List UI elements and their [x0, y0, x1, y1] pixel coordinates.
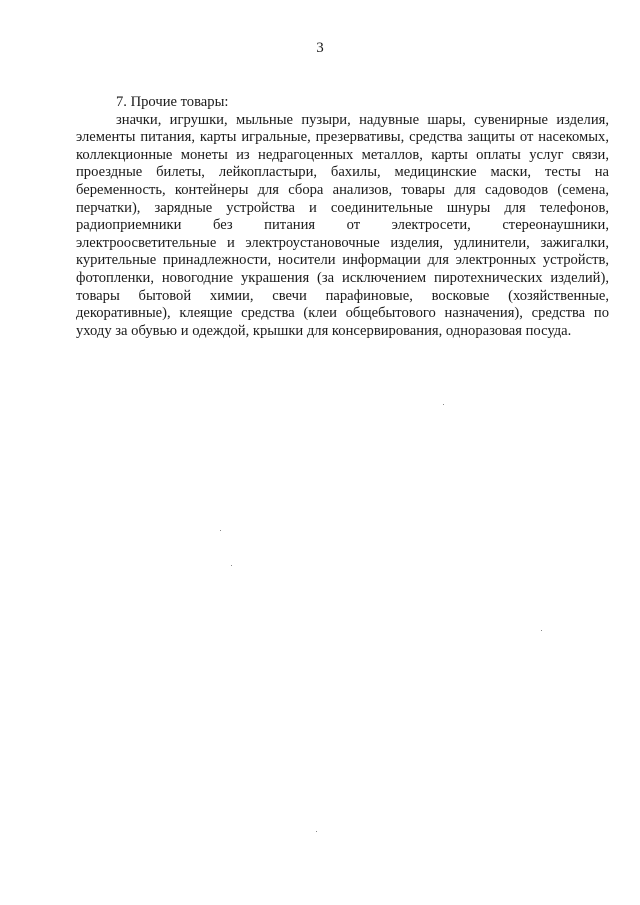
- scan-speck: [231, 565, 232, 566]
- section-heading: 7. Прочие товары:: [116, 94, 229, 110]
- scan-speck: [220, 530, 221, 531]
- section-7: [76, 94, 609, 340]
- section-body: значки, игрушки, мыльные пузыри, надувные шары, сувенирные изделия, элементы питания, карты игральные, презервативы, средства защиты от насекомых, коллекционные монеты из недрагоценных металлов, карты оплаты услуг связи, проездные билеты, лейкопластыри, бахилы, медицинские маски, тесты на беременность, контейнеры для сбора анализов, товары для садоводов (семена, перчатки), зарядные устройства и соединительные шнуры для телефонов, радиоприемники без питания от электросети, стереонаушники, электроосветительные и электроустановочные изделия, удлинители, зажигалки, курительные принадлежности, носители информации для электронных устройств, фотопленки, новогодние украшения (за исключением пиротехнических изделий), товары бытовой химии, свечи парафиновые, восковые (хозяйственные, декоративные), клеящие средства (клеи общебытового назначения), средства по уходу за обувью и одеждой, крышки для консервирования, одноразовая посуда.: [76, 111, 609, 339]
- scan-speck: [541, 630, 542, 631]
- scan-speck: [443, 404, 444, 405]
- scan-speck: [316, 831, 317, 832]
- page-number: 3: [316, 40, 324, 56]
